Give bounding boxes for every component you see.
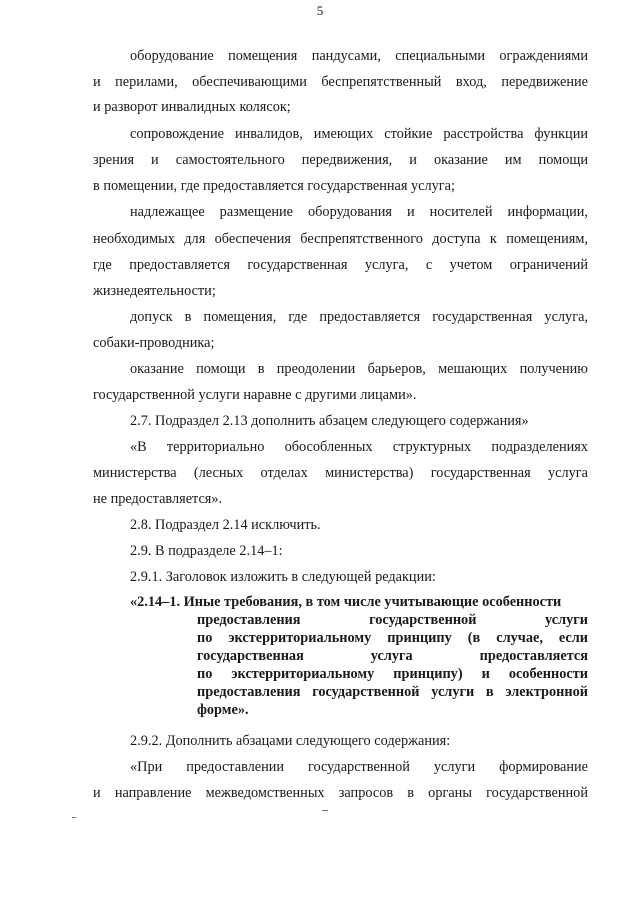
text-line: и направление межведомственных запросов в органы государственной: [93, 785, 588, 801]
scan-speck: [322, 810, 328, 811]
heading-line: предоставления государственной услуги в электронной: [197, 684, 588, 700]
text-line: и разворот инвалидных колясок;: [93, 99, 291, 115]
text-line: 2.8. Подраздел 2.14 исключить.: [130, 517, 321, 533]
heading-line: форме».: [197, 702, 249, 718]
text-line: и перилами, обеспечивающими беспрепятственный вход, передвижение: [93, 74, 588, 90]
text-line: в помещении, где предоставляется государственная услуга;: [93, 178, 455, 194]
text-line: «В территориально обособленных структурных подразделениях: [130, 439, 588, 455]
text-line: 2.9.1. Заголовок изложить в следующей редакции:: [130, 569, 436, 585]
text-line: сопровождение инвалидов, имеющих стойкие расстройства функции: [130, 126, 588, 142]
text-line: допуск в помещения, где предоставляется государственная услуга,: [130, 309, 588, 325]
heading-line: по экстерриториальному принципу) и особенности: [197, 666, 588, 682]
text-line: министерства (лесных отделах министерства) государственная услуга: [93, 465, 588, 481]
scan-speck: [72, 817, 76, 818]
text-line: не предоставляется».: [93, 491, 223, 507]
page-number: 5: [316, 3, 324, 18]
text-line: «При предоставлении государственной услуги формирование: [130, 759, 588, 775]
text-line: государственной услуги наравне с другими лицами».: [93, 387, 417, 403]
text-line: где предоставляется государственная услуга, с учетом ограничений: [93, 257, 588, 273]
text-line: жизнедеятельности;: [93, 283, 216, 299]
text-line: 2.7. Подраздел 2.13 дополнить абзацем следующего содержания»: [130, 413, 529, 429]
heading-line: предоставления государственной услуги: [197, 612, 588, 628]
heading-line: государственная услуга предоставляется: [197, 648, 588, 664]
text-line: надлежащее размещение оборудования и носителей информации,: [130, 204, 588, 220]
text-line: оборудование помещения пандусами, специальными ограждениями: [130, 48, 588, 64]
text-line: 2.9. В подразделе 2.14–1:: [130, 543, 283, 559]
text-line: зрения и самостоятельного передвижения, и оказание им помощи: [93, 152, 588, 168]
text-line: необходимых для обеспечения беспрепятственного доступа к помещениям,: [93, 231, 588, 247]
heading-line: «2.14–1. Иные требования, в том числе учитывающие особенности: [130, 594, 562, 610]
text-line: 2.9.2. Дополнить абзацами следующего содержания:: [130, 733, 451, 749]
heading-line: по экстерриториальному принципу (в случае, если: [197, 630, 588, 646]
text-line: оказание помощи в преодолении барьеров, мешающих получению: [130, 361, 588, 377]
text-line: собаки-проводника;: [93, 335, 215, 351]
